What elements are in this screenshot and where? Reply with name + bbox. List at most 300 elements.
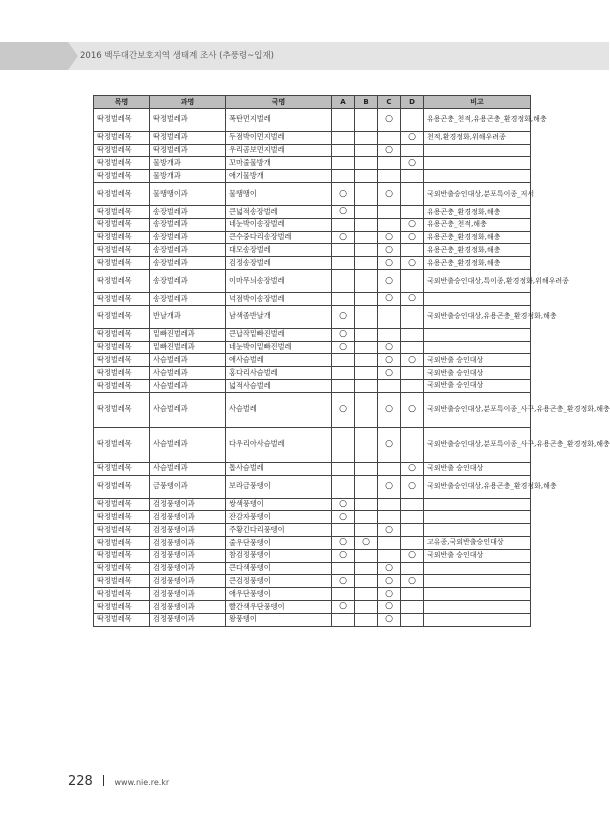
cell-site-a: ○ bbox=[332, 575, 355, 588]
cell-site-c: ○ bbox=[378, 427, 401, 462]
cell-site-c: ○ bbox=[378, 588, 401, 601]
cell-family: 송장벌레과 bbox=[150, 269, 226, 292]
cell-site-b bbox=[355, 524, 378, 537]
cell-remarks: 국외반출승인대상,분포특이종_저서 bbox=[424, 182, 531, 205]
column-header-a: A bbox=[332, 96, 355, 109]
cell-order: 딱정벌레목 bbox=[94, 600, 150, 613]
cell-site-c: ○ bbox=[378, 108, 401, 131]
cell-korean-name: 큰납작밑빠진벌레 bbox=[226, 328, 332, 341]
cell-site-b bbox=[355, 182, 378, 205]
cell-site-d: ○ bbox=[401, 131, 424, 144]
page-number: 228 bbox=[68, 774, 93, 789]
cell-korean-name: 줄우단풍뎅이 bbox=[226, 536, 332, 549]
cell-site-d bbox=[401, 170, 424, 183]
cell-site-a bbox=[332, 269, 355, 292]
cell-site-b bbox=[355, 367, 378, 380]
cell-site-c: ○ bbox=[378, 269, 401, 292]
table-row bbox=[94, 379, 531, 392]
cell-site-c bbox=[378, 379, 401, 392]
cell-site-a: ○ bbox=[332, 536, 355, 549]
cell-family: 딱정벌레과 bbox=[150, 131, 226, 144]
cell-site-a: ○ bbox=[332, 231, 355, 244]
cell-remarks: 국외반출 승인대상 bbox=[424, 379, 531, 392]
cell-site-c: ○ bbox=[378, 292, 401, 305]
column-header-korean-name: 국명 bbox=[226, 96, 332, 109]
cell-korean-name: 이마무늬송장벌레 bbox=[226, 269, 332, 292]
cell-remarks: 유용곤충_환경정화,해충 bbox=[424, 205, 531, 218]
cell-site-c: ○ bbox=[378, 257, 401, 270]
cell-site-c: ○ bbox=[378, 600, 401, 613]
table-row bbox=[94, 305, 531, 328]
running-header-tab bbox=[0, 42, 68, 70]
cell-family: 검정풍뎅이과 bbox=[150, 549, 226, 562]
cell-site-c bbox=[378, 218, 401, 231]
cell-site-a: ○ bbox=[332, 511, 355, 524]
cell-order: 딱정벌레목 bbox=[94, 205, 150, 218]
cell-remarks bbox=[424, 498, 531, 511]
cell-site-d: ○ bbox=[401, 157, 424, 170]
cell-site-c: ○ bbox=[378, 392, 401, 427]
cell-korean-name: 넓적사슴벌레 bbox=[226, 379, 332, 392]
table-row bbox=[94, 354, 531, 367]
cell-site-d: ○ bbox=[401, 549, 424, 562]
cell-remarks bbox=[424, 562, 531, 575]
cell-site-c: ○ bbox=[378, 613, 401, 626]
cell-site-d bbox=[401, 511, 424, 524]
cell-family: 사슴벌레과 bbox=[150, 367, 226, 380]
table-row bbox=[94, 511, 531, 524]
cell-remarks: 고유종,국외반출승인대상 bbox=[424, 536, 531, 549]
cell-site-d: ○ bbox=[401, 462, 424, 475]
cell-remarks: 유용곤충_환경정화,해충 bbox=[424, 257, 531, 270]
cell-site-d bbox=[401, 269, 424, 292]
running-header-notch bbox=[68, 42, 78, 70]
running-header-title: 2016 백두대간보호지역 생태계 조사 (추풍령~입재) bbox=[80, 51, 274, 61]
cell-site-b bbox=[355, 575, 378, 588]
table-row bbox=[94, 182, 531, 205]
cell-order: 딱정벌레목 bbox=[94, 131, 150, 144]
cell-site-a: ○ bbox=[332, 341, 355, 354]
cell-order: 딱정벌레목 bbox=[94, 292, 150, 305]
cell-korean-name: 두점박이먼지벌레 bbox=[226, 131, 332, 144]
cell-site-a: ○ bbox=[332, 498, 355, 511]
cell-site-b bbox=[355, 475, 378, 498]
table-row bbox=[94, 157, 531, 170]
cell-site-c: ○ bbox=[378, 144, 401, 157]
cell-site-b bbox=[355, 131, 378, 144]
table-row bbox=[94, 475, 531, 498]
cell-site-b bbox=[355, 205, 378, 218]
cell-remarks bbox=[424, 292, 531, 305]
table-row bbox=[94, 144, 531, 157]
cell-site-d bbox=[401, 613, 424, 626]
cell-site-a bbox=[332, 257, 355, 270]
cell-korean-name: 남색좀반날개 bbox=[226, 305, 332, 328]
cell-site-a: ○ bbox=[332, 328, 355, 341]
cell-order: 딱정벌레목 bbox=[94, 575, 150, 588]
cell-order: 딱정벌레목 bbox=[94, 379, 150, 392]
cell-order: 딱정벌레목 bbox=[94, 108, 150, 131]
table-row bbox=[94, 498, 531, 511]
column-header-b: B bbox=[355, 96, 378, 109]
cell-site-d: ○ bbox=[401, 257, 424, 270]
cell-remarks bbox=[424, 341, 531, 354]
cell-site-b bbox=[355, 231, 378, 244]
cell-site-c bbox=[378, 328, 401, 341]
cell-site-c bbox=[378, 511, 401, 524]
cell-site-c bbox=[378, 157, 401, 170]
cell-order: 딱정벌레목 bbox=[94, 218, 150, 231]
cell-korean-name: 사슴벌레 bbox=[226, 392, 332, 427]
table-row bbox=[94, 328, 531, 341]
cell-site-a bbox=[332, 524, 355, 537]
cell-site-b bbox=[355, 305, 378, 328]
cell-site-b bbox=[355, 498, 378, 511]
cell-site-d bbox=[401, 182, 424, 205]
cell-korean-name: 참검정풍뎅이 bbox=[226, 549, 332, 562]
cell-family: 물방개과 bbox=[150, 157, 226, 170]
cell-site-c: ○ bbox=[378, 524, 401, 537]
cell-site-d bbox=[401, 536, 424, 549]
cell-site-a bbox=[332, 108, 355, 131]
cell-site-a bbox=[332, 170, 355, 183]
cell-site-b bbox=[355, 392, 378, 427]
table-row bbox=[94, 549, 531, 562]
table-row bbox=[94, 588, 531, 601]
cell-site-d bbox=[401, 498, 424, 511]
cell-site-d bbox=[401, 600, 424, 613]
cell-site-d: ○ bbox=[401, 475, 424, 498]
cell-remarks: 유용곤충_환경정화,해충 bbox=[424, 244, 531, 257]
cell-order: 딱정벌레목 bbox=[94, 269, 150, 292]
cell-site-a bbox=[332, 613, 355, 626]
cell-korean-name: 큰다색풍뎅이 bbox=[226, 562, 332, 575]
cell-remarks: 국외반출 승인대상 bbox=[424, 549, 531, 562]
cell-family: 송장벌레과 bbox=[150, 231, 226, 244]
cell-site-a bbox=[332, 144, 355, 157]
column-header-remarks: 비고 bbox=[424, 96, 531, 109]
table-row bbox=[94, 536, 531, 549]
cell-family: 물방개과 bbox=[150, 170, 226, 183]
cell-site-d: ○ bbox=[401, 354, 424, 367]
table-row bbox=[94, 292, 531, 305]
column-header-d: D bbox=[401, 96, 424, 109]
cell-family: 송장벌레과 bbox=[150, 218, 226, 231]
cell-site-c bbox=[378, 462, 401, 475]
species-table bbox=[93, 95, 610, 627]
cell-order: 딱정벌레목 bbox=[94, 231, 150, 244]
cell-site-b bbox=[355, 511, 378, 524]
cell-order: 딱정벌레목 bbox=[94, 182, 150, 205]
cell-korean-name: 톱사슴벌레 bbox=[226, 462, 332, 475]
cell-order: 딱정벌레목 bbox=[94, 392, 150, 427]
table-header-row bbox=[94, 96, 531, 109]
cell-remarks bbox=[424, 144, 531, 157]
cell-site-a bbox=[332, 562, 355, 575]
table-row bbox=[94, 524, 531, 537]
cell-site-a: ○ bbox=[332, 600, 355, 613]
cell-remarks: 유용곤충_천적,유용곤충_환경정화,해충 bbox=[424, 108, 531, 131]
cell-korean-name: 물땡땡이 bbox=[226, 182, 332, 205]
cell-site-d bbox=[401, 305, 424, 328]
cell-site-b bbox=[355, 218, 378, 231]
table-row bbox=[94, 392, 531, 427]
cell-family: 검정풍뎅이과 bbox=[150, 536, 226, 549]
cell-site-d bbox=[401, 244, 424, 257]
cell-site-a bbox=[332, 131, 355, 144]
cell-site-d: ○ bbox=[401, 392, 424, 427]
cell-remarks bbox=[424, 511, 531, 524]
cell-korean-name: 홍다리사슴벌레 bbox=[226, 367, 332, 380]
cell-site-b bbox=[355, 613, 378, 626]
cell-site-c: ○ bbox=[378, 475, 401, 498]
cell-korean-name: 꼬마줄물방개 bbox=[226, 157, 332, 170]
cell-site-d: ○ bbox=[401, 292, 424, 305]
cell-site-a bbox=[332, 218, 355, 231]
cell-site-b bbox=[355, 257, 378, 270]
cell-site-a: ○ bbox=[332, 549, 355, 562]
cell-family: 검정풍뎅이과 bbox=[150, 524, 226, 537]
cell-order: 딱정벌레목 bbox=[94, 562, 150, 575]
cell-remarks bbox=[424, 328, 531, 341]
table-row bbox=[94, 562, 531, 575]
table-row bbox=[94, 131, 531, 144]
cell-korean-name: 우리곰보먼지벌레 bbox=[226, 144, 332, 157]
cell-order: 딱정벌레목 bbox=[94, 144, 150, 157]
cell-order: 딱정벌레목 bbox=[94, 157, 150, 170]
cell-order: 딱정벌레목 bbox=[94, 341, 150, 354]
table-row bbox=[94, 218, 531, 231]
table-row bbox=[94, 231, 531, 244]
cell-site-a bbox=[332, 292, 355, 305]
footer-divider bbox=[103, 775, 105, 786]
cell-site-a bbox=[332, 427, 355, 462]
cell-remarks: 국외반출승인대상,분포특이종_사구,유용곤충_환경정화,해충 bbox=[424, 427, 531, 462]
cell-korean-name: 넉점박이송장벌레 bbox=[226, 292, 332, 305]
cell-site-b bbox=[355, 157, 378, 170]
cell-order: 딱정벌레목 bbox=[94, 257, 150, 270]
table-row bbox=[94, 600, 531, 613]
cell-site-b bbox=[355, 341, 378, 354]
cell-korean-name: 네눈박이송장벌레 bbox=[226, 218, 332, 231]
cell-site-d: ○ bbox=[401, 575, 424, 588]
cell-order: 딱정벌레목 bbox=[94, 536, 150, 549]
cell-family: 밑빠진벌레과 bbox=[150, 328, 226, 341]
cell-site-b bbox=[355, 144, 378, 157]
cell-site-c: ○ bbox=[378, 562, 401, 575]
cell-site-d bbox=[401, 588, 424, 601]
cell-remarks bbox=[424, 157, 531, 170]
cell-site-c: ○ bbox=[378, 231, 401, 244]
table-row bbox=[94, 170, 531, 183]
cell-family: 물땡땡이과 bbox=[150, 182, 226, 205]
cell-site-a bbox=[332, 379, 355, 392]
table-row bbox=[94, 367, 531, 380]
column-header-family: 과명 bbox=[150, 96, 226, 109]
table-row bbox=[94, 427, 531, 462]
cell-remarks: 국외반출승인대상,유용곤충_환경정화,해충 bbox=[424, 475, 531, 498]
cell-family: 검정풍뎅이과 bbox=[150, 562, 226, 575]
cell-korean-name: 애사슴벌레 bbox=[226, 354, 332, 367]
table-row bbox=[94, 108, 531, 131]
cell-site-a: ○ bbox=[332, 205, 355, 218]
cell-site-a: ○ bbox=[332, 305, 355, 328]
cell-site-c: ○ bbox=[378, 244, 401, 257]
cell-site-b: ○ bbox=[355, 536, 378, 549]
cell-remarks bbox=[424, 575, 531, 588]
cell-site-b bbox=[355, 244, 378, 257]
table-row bbox=[94, 269, 531, 292]
cell-site-b bbox=[355, 292, 378, 305]
cell-site-a bbox=[332, 367, 355, 380]
cell-remarks bbox=[424, 600, 531, 613]
cell-order: 딱정벌레목 bbox=[94, 524, 150, 537]
cell-family: 송장벌레과 bbox=[150, 205, 226, 218]
cell-family: 딱정벌레과 bbox=[150, 108, 226, 131]
cell-family: 금풍뎅이과 bbox=[150, 475, 226, 498]
cell-site-b bbox=[355, 328, 378, 341]
cell-site-b bbox=[355, 108, 378, 131]
table-row bbox=[94, 613, 531, 626]
cell-korean-name: 주황긴다리풍뎅이 bbox=[226, 524, 332, 537]
cell-order: 딱정벌레목 bbox=[94, 549, 150, 562]
cell-site-a bbox=[332, 354, 355, 367]
footer-website: www.nie.re.kr bbox=[114, 778, 170, 787]
cell-korean-name: 애기물방개 bbox=[226, 170, 332, 183]
cell-korean-name: 애우단풍뎅이 bbox=[226, 588, 332, 601]
cell-family: 사슴벌레과 bbox=[150, 462, 226, 475]
cell-family: 사슴벌레과 bbox=[150, 392, 226, 427]
cell-site-d bbox=[401, 341, 424, 354]
cell-order: 딱정벌레목 bbox=[94, 511, 150, 524]
cell-family: 검정풍뎅이과 bbox=[150, 511, 226, 524]
cell-korean-name: 쌍색풍뎅이 bbox=[226, 498, 332, 511]
cell-order: 딱정벌레목 bbox=[94, 462, 150, 475]
cell-site-a bbox=[332, 588, 355, 601]
cell-order: 딱정벌레목 bbox=[94, 475, 150, 498]
cell-remarks: 국외반출승인대상,특이종,환경정화,위해우려종 bbox=[424, 269, 531, 292]
cell-order: 딱정벌레목 bbox=[94, 427, 150, 462]
cell-korean-name: 검정송장벌레 bbox=[226, 257, 332, 270]
page-footer bbox=[68, 770, 169, 789]
table-row bbox=[94, 462, 531, 475]
cell-remarks: 천적,환경정화,위해우려종 bbox=[424, 131, 531, 144]
table-body bbox=[94, 108, 610, 626]
table-row bbox=[94, 205, 531, 218]
cell-family: 검정풍뎅이과 bbox=[150, 588, 226, 601]
cell-site-b bbox=[355, 600, 378, 613]
cell-remarks: 유용곤충_환경정화,해충 bbox=[424, 231, 531, 244]
cell-site-c bbox=[378, 205, 401, 218]
cell-site-a bbox=[332, 462, 355, 475]
cell-family: 송장벌레과 bbox=[150, 244, 226, 257]
cell-site-d bbox=[401, 562, 424, 575]
cell-family: 검정풍뎅이과 bbox=[150, 613, 226, 626]
cell-site-d: ○ bbox=[401, 231, 424, 244]
cell-site-c: ○ bbox=[378, 341, 401, 354]
cell-korean-name: 네눈박이밑빠진벌레 bbox=[226, 341, 332, 354]
cell-order: 딱정벌레목 bbox=[94, 305, 150, 328]
cell-site-d bbox=[401, 427, 424, 462]
cell-korean-name: 큰수중다리송장벌레 bbox=[226, 231, 332, 244]
cell-site-d bbox=[401, 367, 424, 380]
cell-remarks: 국외반출 승인대상 bbox=[424, 354, 531, 367]
cell-site-a bbox=[332, 475, 355, 498]
cell-family: 송장벌레과 bbox=[150, 292, 226, 305]
column-header-order: 목명 bbox=[94, 96, 150, 109]
cell-site-c bbox=[378, 549, 401, 562]
cell-site-d bbox=[401, 144, 424, 157]
cell-remarks bbox=[424, 170, 531, 183]
cell-remarks: 국외반출승인대상,분포특이종_사구,유용곤충_환경정화,해충 bbox=[424, 392, 531, 427]
cell-site-d bbox=[401, 205, 424, 218]
cell-site-c bbox=[378, 536, 401, 549]
cell-site-d bbox=[401, 524, 424, 537]
cell-family: 검정풍뎅이과 bbox=[150, 575, 226, 588]
cell-site-d bbox=[401, 379, 424, 392]
cell-order: 딱정벌레목 bbox=[94, 170, 150, 183]
cell-site-d bbox=[401, 108, 424, 131]
cell-order: 딱정벌레목 bbox=[94, 588, 150, 601]
table-row bbox=[94, 257, 531, 270]
table-row bbox=[94, 575, 531, 588]
cell-remarks bbox=[424, 613, 531, 626]
table-row bbox=[94, 341, 531, 354]
cell-order: 딱정벌레목 bbox=[94, 613, 150, 626]
cell-korean-name: 큰검정풍뎅이 bbox=[226, 575, 332, 588]
cell-site-a bbox=[332, 157, 355, 170]
cell-site-c bbox=[378, 131, 401, 144]
cell-korean-name: 빨간색우단풍뎅이 bbox=[226, 600, 332, 613]
cell-korean-name: 큰넓적송장벌레 bbox=[226, 205, 332, 218]
cell-family: 검정풍뎅이과 bbox=[150, 600, 226, 613]
table-row bbox=[94, 244, 531, 257]
cell-site-b bbox=[355, 562, 378, 575]
cell-remarks: 국외반출 승인대상 bbox=[424, 462, 531, 475]
cell-order: 딱정벌레목 bbox=[94, 498, 150, 511]
cell-remarks bbox=[424, 524, 531, 537]
cell-order: 딱정벌레목 bbox=[94, 367, 150, 380]
cell-remarks: 국외반출 승인대상 bbox=[424, 367, 531, 380]
cell-site-b bbox=[355, 462, 378, 475]
cell-site-c bbox=[378, 498, 401, 511]
cell-site-a: ○ bbox=[332, 392, 355, 427]
cell-site-c: ○ bbox=[378, 367, 401, 380]
cell-site-c: ○ bbox=[378, 182, 401, 205]
cell-site-b bbox=[355, 354, 378, 367]
cell-family: 검정풍뎅이과 bbox=[150, 498, 226, 511]
cell-site-b bbox=[355, 269, 378, 292]
cell-family: 딱정벌레과 bbox=[150, 144, 226, 157]
cell-order: 딱정벌레목 bbox=[94, 354, 150, 367]
cell-site-d: ○ bbox=[401, 218, 424, 231]
cell-site-c: ○ bbox=[378, 575, 401, 588]
cell-korean-name: 대모송장벌레 bbox=[226, 244, 332, 257]
cell-korean-name: 다우리아사슴벌레 bbox=[226, 427, 332, 462]
cell-remarks bbox=[424, 588, 531, 601]
cell-remarks: 국외반출승인대상,유용곤충_환경정화,해충 bbox=[424, 305, 531, 328]
cell-family: 사슴벌레과 bbox=[150, 427, 226, 462]
cell-site-c bbox=[378, 170, 401, 183]
column-header-c: C bbox=[378, 96, 401, 109]
cell-site-b bbox=[355, 549, 378, 562]
cell-site-b bbox=[355, 170, 378, 183]
cell-site-b bbox=[355, 588, 378, 601]
cell-family: 반날개과 bbox=[150, 305, 226, 328]
cell-family: 사슴벌레과 bbox=[150, 354, 226, 367]
cell-family: 송장벌레과 bbox=[150, 257, 226, 270]
cell-order: 딱정벌레목 bbox=[94, 244, 150, 257]
